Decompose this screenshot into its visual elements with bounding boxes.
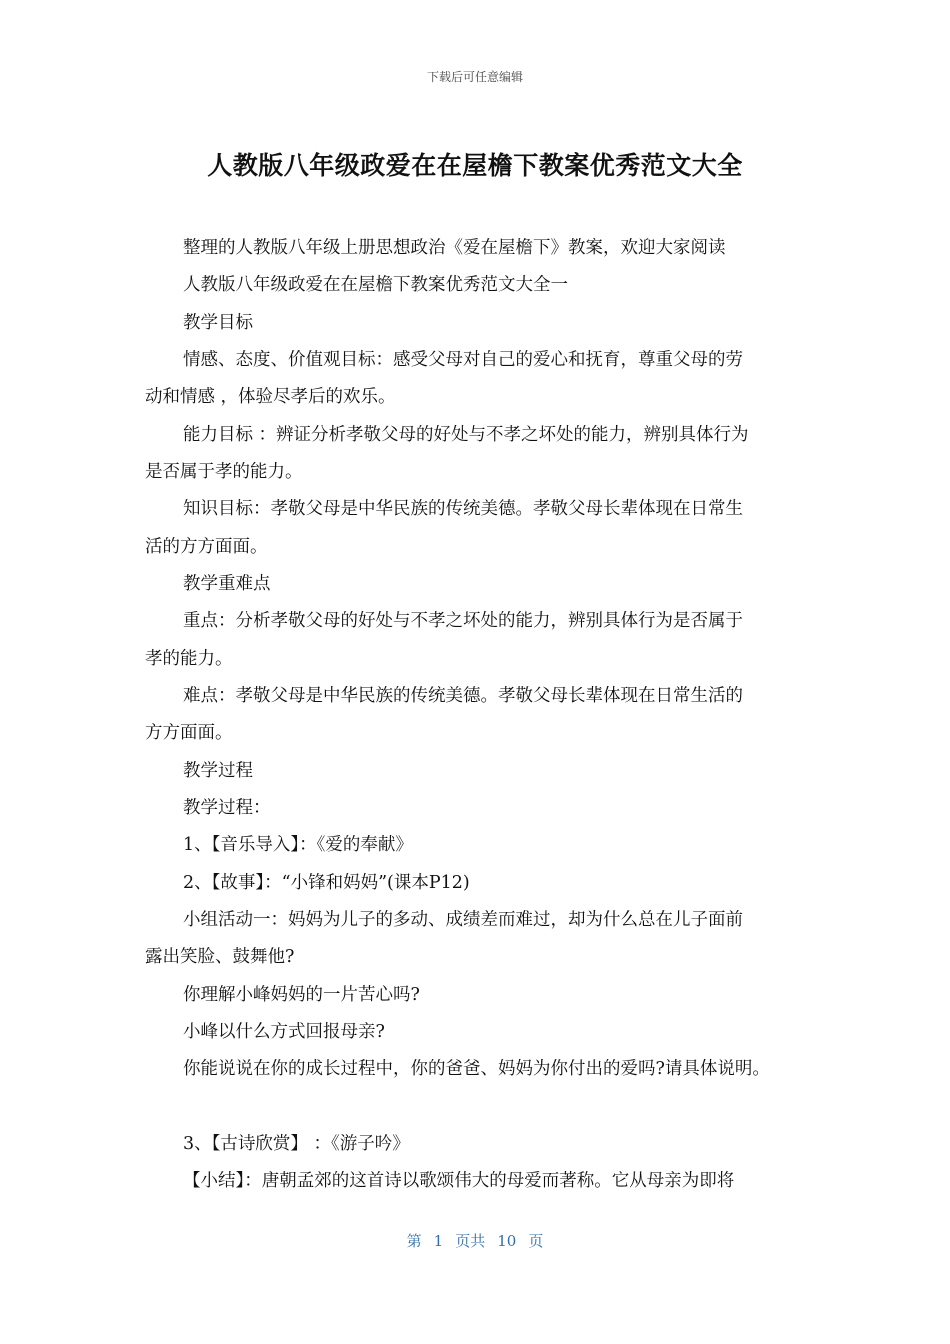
paragraph-line: 活的方方面面。 — [145, 537, 268, 557]
paragraph-line: 整理的人教版八年级上册思想政治《爱在屋檐下》教案，欢迎大家阅读 — [183, 238, 726, 258]
paragraph-line: 你理解小峰妈妈的一片苦心吗? — [183, 985, 420, 1005]
footer-page-word: 第 — [406, 1232, 422, 1250]
list-item: 3、【古诗欣赏】 ：《游子吟》 — [183, 1134, 410, 1154]
paragraph-line: 教学过程： — [183, 798, 271, 818]
paragraph-line: 重点：分析孝敬父母的好处与不孝之坏处的能力，辨别具体行为是否属于 — [183, 611, 743, 631]
footer-page-number: 1 — [433, 1232, 444, 1250]
paragraph-line: 方方面面。 — [145, 723, 233, 743]
paragraph-line: 小组活动一：妈妈为儿子的多动、成绩差而难过，却为什么总在儿子面前 — [183, 910, 743, 930]
document-title: 人教版八年级政爱在在屋檐下教案优秀范文大全 — [207, 151, 743, 180]
footer-page-of: 页共 — [455, 1232, 486, 1250]
footer-total-pages: 10 — [497, 1232, 517, 1250]
paragraph-line: 能力目标 ：辨证分析孝敬父母的好处与不孝之坏处的能力，辨别具体行为 — [183, 425, 749, 445]
paragraph-line: 孝的能力。 — [145, 649, 233, 669]
list-item: 2、【故事】：“小锋和妈妈”(课本P12) — [183, 873, 470, 893]
paragraph-line: 露出笑脸、鼓舞他? — [145, 947, 295, 967]
page-header-note: 下载后可任意编辑 — [426, 70, 523, 84]
paragraph-line: 动和情感 ，体验尽孝后的欢乐。 — [145, 387, 396, 407]
paragraph-line: 难点：孝敬父母是中华民族的传统美德。孝敬父母长辈体现在日常生活的 — [183, 686, 743, 706]
paragraph-line: 你能说说在你的成长过程中，你的爸爸、妈妈为你付出的爱吗?请具体说明。 — [183, 1059, 770, 1079]
paragraph-line: 【小结】：唐朝孟郊的这首诗以歌颂伟大的母爱而著称。它从母亲为即将 — [183, 1171, 735, 1191]
footer-page-end: 页 — [528, 1232, 544, 1250]
paragraph-line: 小峰以什么方式回报母亲? — [183, 1022, 385, 1042]
list-item: 1、【音乐导入】：《爱的奉献》 — [183, 835, 413, 855]
section-heading: 教学重难点 — [183, 574, 271, 594]
page-footer — [0, 1230, 950, 1251]
section-heading: 教学目标 — [183, 313, 253, 333]
paragraph-line: 是否属于孝的能力。 — [145, 462, 303, 482]
section-heading: 教学过程 — [183, 761, 253, 781]
paragraph-line: 情感、态度、价值观目标：感受父母对自己的爱心和抚育，尊重父母的劳 — [183, 350, 743, 370]
paragraph-line: 知识目标：孝敬父母是中华民族的传统美德。孝敬父母长辈体现在日常生 — [183, 499, 743, 519]
paragraph-line: 人教版八年级政爱在在屋檐下教案优秀范文大全一 — [183, 275, 568, 295]
